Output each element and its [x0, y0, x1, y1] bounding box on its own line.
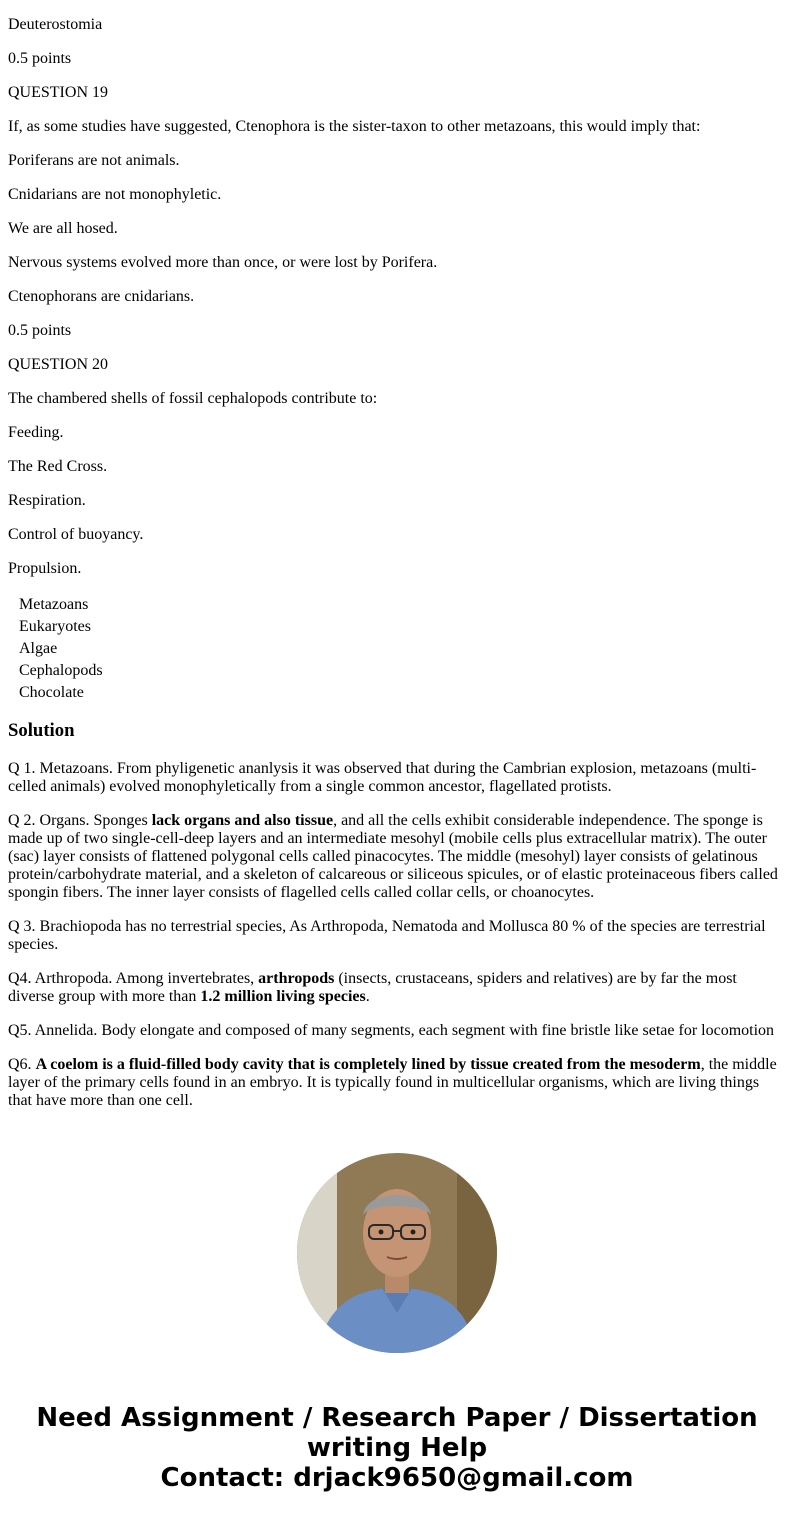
question-number: QUESTION 20 [8, 356, 108, 373]
question-number: QUESTION 19 [8, 84, 108, 101]
footer-banner [0, 1403, 794, 1493]
list-item: Metazoans [19, 596, 89, 613]
question-text: The chambered shells of fossil cephalopods contribute to: [8, 390, 378, 407]
answer-q3: Q 3. Brachiopoda has no terrestrial species, As Arthropoda, Nematoda and Mollusca 80 % of the species are terrestrial species. [8, 918, 766, 953]
option-text: Control of buoyancy. [8, 526, 144, 543]
footer-help-text: Need Assignment / Research Paper / Dissertation writing Help [36, 1403, 758, 1463]
list-item: Cephalopods [19, 662, 103, 679]
points-label: 0.5 points [8, 50, 72, 67]
option-text: Respiration. [8, 492, 86, 509]
solution-heading: Solution [8, 720, 75, 741]
answer-q2 [8, 812, 786, 902]
list-item: Chocolate [19, 684, 84, 701]
choice-list [8, 594, 786, 704]
answer-q6 [8, 1056, 786, 1110]
answer-text: (insects, crustaceans, spiders and relatives) are by far the most diverse group with more than [8, 970, 737, 1005]
answer-bold-text: arthropods [258, 970, 335, 987]
answer-q4 [8, 970, 786, 1006]
solution-body [8, 760, 786, 1110]
option-text: The Red Cross. [8, 458, 108, 475]
answer-bold-text: A coelom is a fluid-filled body cavity that is completely lined by tissue created from the mesoderm [35, 1056, 701, 1073]
option-text: Feeding. [8, 424, 64, 441]
answer-bold-text: 1.2 million living species [200, 988, 366, 1005]
option-text: Deuterostomia [8, 16, 103, 33]
document-body [8, 0, 786, 1126]
footer-contact-text: Contact: drjack9650@gmail.com [160, 1463, 634, 1493]
option-text: Cnidarians are not monophyletic. [8, 186, 222, 203]
option-text: Ctenophorans are cnidarians. [8, 288, 195, 305]
list-item: Algae [19, 640, 58, 657]
answer-text: . [365, 988, 370, 1005]
avatar [297, 1153, 497, 1353]
answer-text: , the middle layer of the primary cells found in an embryo. It is typically found in multicellular organisms, which are living things that have more than one cell. [8, 1056, 777, 1109]
avatar-portrait-image [297, 1153, 497, 1353]
answer-bold-text: lack organs and also tissue [151, 812, 334, 829]
answer-text: Q6. [8, 1056, 36, 1073]
answer-text: , and all the cells exhibit considerable independence. The sponge is made up of two single-cell-deep layers and an intermediate mesohyl (mobile cells plus extracellular matrix). The outer (sac) layer consists of flattened polygonal cells called pinacocytes. The middle (mesohyl) layer consists of gelatinous protein/carbohydrate material, and a skeleton of calcareous or siliceous spicules, or of elastic proteinaceous fibers called spongin fibers. The inner layer consists of flagelled cells called collar cells, or choanocytes. [8, 812, 778, 901]
answer-q1: Q 1. Metazoans. From phyligenetic ananlysis it was observed that during the Cambrian explosion, metazoans (multi-celled animals) evolved monophyletically from a single common ancestor, flagellated protists. [8, 760, 757, 795]
option-text: Nervous systems evolved more than once, or were lost by Porifera. [8, 254, 438, 271]
points-label: 0.5 points [8, 322, 72, 339]
question-text: If, as some studies have suggested, Ctenophora is the sister-taxon to other metazoans, this would imply that: [8, 118, 701, 135]
answer-text: Q 2. Organs. Sponges [8, 812, 152, 829]
list-item: Eukaryotes [19, 618, 91, 635]
answer-text: Q4. Arthropoda. Among invertebrates, [8, 970, 259, 987]
option-text: Propulsion. [8, 560, 82, 577]
option-text: We are all hosed. [8, 220, 118, 237]
answer-q5: Q5. Annelida. Body elongate and composed of many segments, each segment with fine bristle like setae for locomotion [8, 1022, 775, 1039]
option-text: Poriferans are not animals. [8, 152, 180, 169]
